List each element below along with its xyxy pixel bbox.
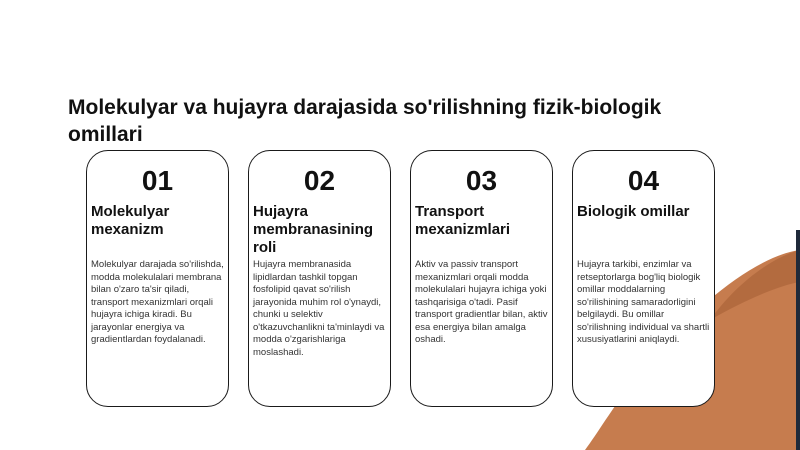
card-1 (86, 150, 229, 407)
card-heading: Hujayra membranasining roli (253, 203, 374, 256)
card-text: Molekulyar darajada so'rilishda, modda molekulalari membrana bilan o'zaro ta'sir qiladi, transport mexanizmlari orqali hujayra ichiga kiradi. Bu jarayonlar energiya va gradientlardan foydalanadi. (91, 259, 224, 345)
card-number: 03 (465, 165, 498, 196)
card-number: 01 (141, 165, 174, 196)
card-text: Hujayra membranasida lipidlardan tashkil topgan fosfolipid qavat so'rilish jarayonida muhim rol o'ynaydi, chunki u selektiv o'tkazuvchanlikni ta'minlaydi va modda o'zgarishlariga moslashadi. (253, 259, 385, 358)
card-3 (410, 150, 553, 407)
card-number: 04 (627, 165, 660, 196)
card-heading: Biologik omillar (577, 203, 690, 220)
card-text: Aktiv va passiv transport mexanizmlari orqali modda molekulalari hujayra ichiga yoki tashqarisiga o'tadi. Pasif transport gradientlar bilan, aktiv esa energiya bilan amalga oshadi. (415, 259, 548, 345)
card-4 (572, 150, 715, 407)
card-number: 02 (303, 165, 336, 196)
card-heading: Transport mexanizmlari (415, 203, 511, 238)
card-2 (248, 150, 391, 407)
edge-stripe (796, 230, 800, 450)
card-text: Hujayra tarkibi, enzimlar va retseptorlarga bog'liq biologik omillar moddalarning so'rilishining samaradorligini belgilaydi. Bu omillar so'rilishning individual va shartli xususiyatlarini aniqlaydi. (577, 259, 710, 345)
page-title: Molekulyar va hujayra darajasida so'rilishning fizik-biologik omillari (68, 96, 662, 146)
card-heading: Molekulyar mexanizm (91, 203, 170, 238)
